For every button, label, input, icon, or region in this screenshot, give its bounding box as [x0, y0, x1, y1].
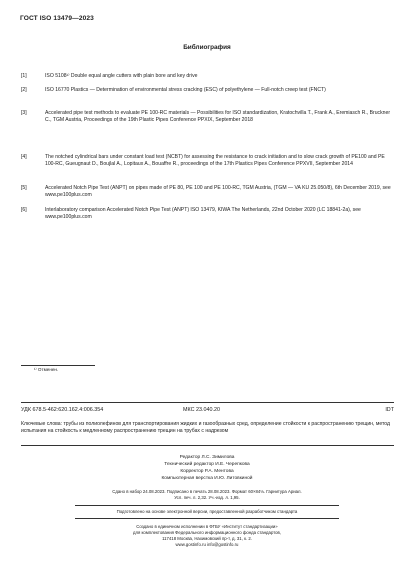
publisher-line: для комплектования Федерального информационного фонда стандартов, — [132, 530, 282, 536]
standard-code: ГОСТ ISO 13479—2023 — [20, 15, 94, 22]
reference-number: [6] — [21, 207, 27, 213]
proofreader-credit: Корректор Р.А. Ментова — [180, 469, 234, 474]
publisher-line: Создано в единичном исполнении в ФГБУ «Институт стандартизации» — [136, 524, 278, 529]
editorial-credits — [0, 454, 414, 482]
reference-item — [21, 73, 395, 81]
print-dates: Сдано в набор 24.08.2023. Подписано в печать 28.08.2023. Формат 60×84⅛. Гарнитура Ариал. — [112, 489, 302, 494]
reference-number: [1] — [21, 73, 27, 79]
reference-text: Interlaboratory comparison Accelerated Notch Pipe Test (ANPT) ISO 13479, KIWA The Netherlands, 22nd October 2020 (LC 18841-2a), see www.pe100plus.com — [45, 207, 361, 221]
reference-text: ISO 16770 Plastics — Determination of environmental stress cracking (ESC) of polyethylene — Full-notch creep test (FNCT) — [45, 87, 326, 93]
bibliography-title: Библиография — [183, 44, 231, 51]
reference-item — [21, 87, 395, 103]
reference-item — [21, 110, 395, 134]
reference-text: Accelerated pipe test methods to evaluate PE 100-RC materials — Possibilities for ISO standardization, Kratochvilla T., Frank A., Eremiasch R., Bruckner C., TGM Austria, Proceedings of the 19th Plastic Pipes Conference PPXIX, September 2018 — [45, 110, 391, 124]
prepared-note: Подготовлено на основе электронной версии, предоставленной разработчиком стандарта — [116, 509, 298, 514]
idt-marker: IDT — [385, 407, 394, 413]
reference-item — [21, 185, 395, 201]
publisher-address: 117418 Москва, Нахимовский пр-т, д. 31, к. 2. — [162, 536, 252, 542]
reference-number: [5] — [21, 185, 27, 191]
classification-bottom-rule — [21, 445, 394, 446]
footnote: ¹⁾ Отменен. — [34, 367, 59, 372]
reference-number: [3] — [21, 110, 27, 116]
udc-code: УДК 678.5-462:620.162.4:006.354 — [21, 407, 104, 413]
keywords: Ключевые слова: трубы из полиолефинов для транспортирования жидких и газообразных сред, определение стойкости к распространению трещин, метод испытания на стойкость к медленному распространению трещин на трубах с надрезом — [21, 421, 390, 434]
print-volume: Усл. печ. л. 2,32. Уч.-изд. л. 1,95. — [174, 495, 240, 501]
print-details — [0, 489, 414, 502]
reference-number: [4] — [21, 154, 27, 160]
reference-item — [21, 207, 395, 223]
imprint-rule-1 — [75, 505, 339, 506]
layout-credit: Компьютерная верстка И.Ю. Литовкиной — [161, 476, 253, 481]
mks-code: МКС 23.040.20 — [183, 407, 220, 413]
tech-editor-credit: Технический редактор И.Е. Черепкова — [164, 462, 250, 467]
publisher-contacts: www.gostinfo.ru info@gostinfo.ru — [175, 542, 239, 548]
classification-top-rule — [21, 402, 394, 403]
reference-item — [21, 154, 395, 178]
reference-text: ISO 5108¹⁾ Double equal angle cutters with plain bore and key drive — [45, 73, 198, 79]
reference-number: [2] — [21, 87, 27, 93]
reference-text: Accelerated Notch Pipe Test (ANPT) on pipes made of PE 80, PE 100 and PE 100-RC, TGM Austria, (TGM — VA KU 25.050/8), 6th December 2019, see www.pe100plus.com — [45, 185, 391, 199]
imprint-rule-2 — [75, 518, 339, 519]
editor-credit: Редактор Л.С. Зимилова — [179, 455, 235, 460]
publisher-block — [0, 524, 414, 548]
footnote-divider — [21, 365, 95, 366]
reference-text: The notched cylindrical bars under constant load test (NCBT) for assessing the resistance to crack initiation and to slow crack growth of PE100 and PE 100-RC, Gueugnaut D., Boujlal A., Lopitaux A., Bouaffre R., proceedings of the 17th Plastics Pipes Conference PPXVII, September 2014 — [45, 154, 385, 168]
